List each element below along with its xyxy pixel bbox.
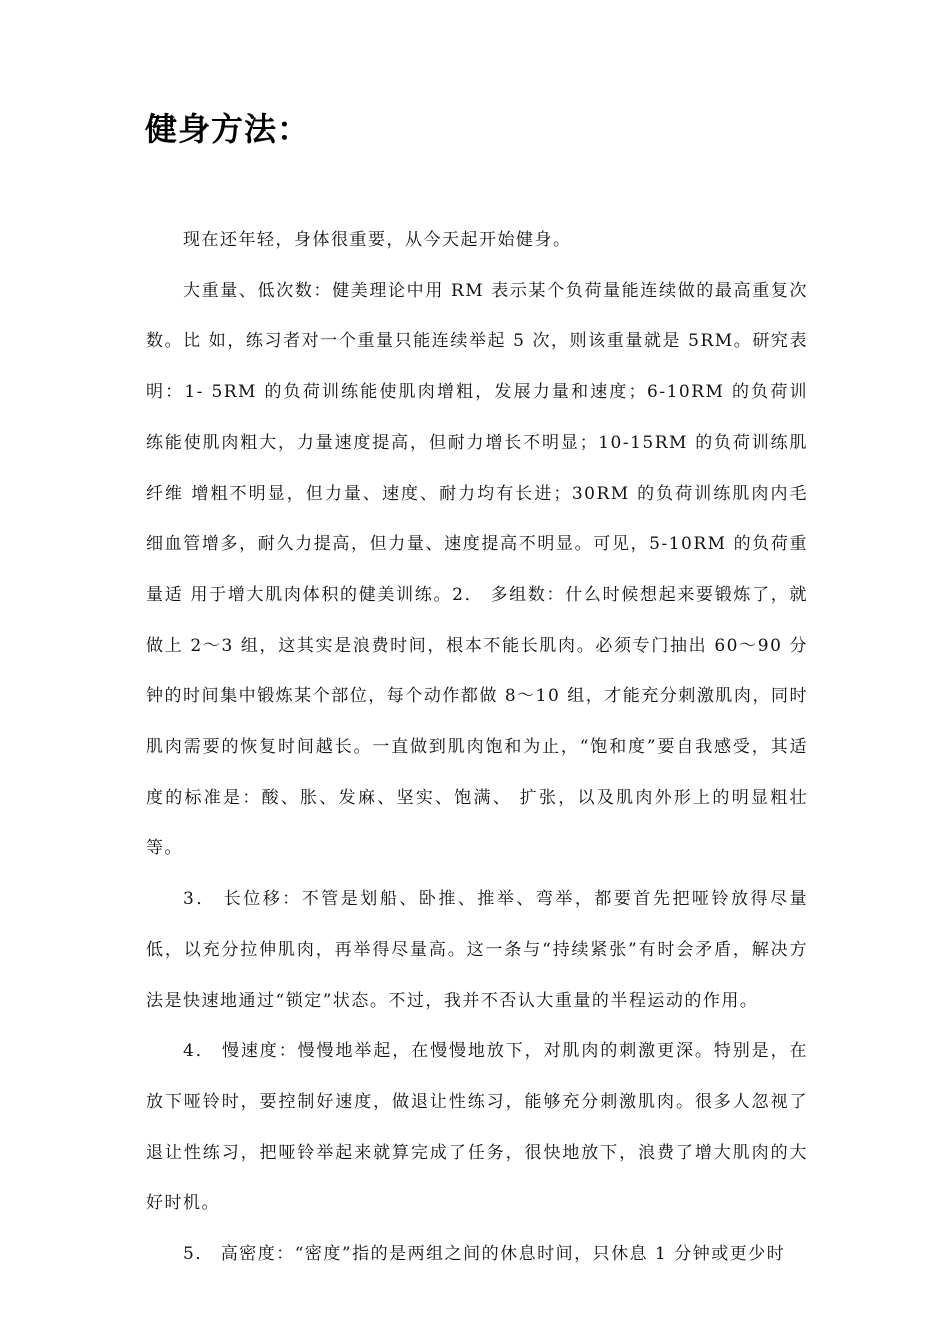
paragraph-high-density: 5． 高密度：“密度”指的是两组之间的休息时间，只休息 1 分钟或更少时: [183, 1244, 786, 1265]
paragraph-heavy-weight: 大重量、低次数：健美理论中用 RM 表示某个负荷量能连续做的最高重复次数。比 如，练习者对一个重量只能连续举起 5 次，则该重量就是 5RM。研究表明：1- 5RM 的负荷训练能使肌肉增粗，发展力量和速度；6-10RM 的负荷训练能使肌肉粗大，力量速度提高，但耐力增长不明显；10-15RM 的负荷训练肌纤维 增粗不明显，但力量、速度、耐力均有长进；30RM 的负荷训练肌肉内毛细血管增多，耐久力提高，但力量、速度提高不明显。可见，5-10RM 的负荷重量适 用于增大肌肉体积的健美训练。2． 多组数：什么时候想起来要锻炼了，就做上 2～3 组，这其实是浪费时间，根本不能长肌肉。必须专门抽出 60～90 分钟的时间集中锻炼某个部位，每个动作都做 8～10 组，才能充分刺激肌肉，同时肌肉需要的恢复时间越长。一直做到肌肉饱和为止，“饱和度”要自我感受，其适度的标准是：酸、胀、发麻、坚实、饱满、 扩张，以及肌肉外形上的明显粗壮等。: [146, 280, 808, 859]
paragraph-slow-speed: 4． 慢速度：慢慢地举起，在慢慢地放下，对肌肉的刺激更深。特别是，在放下哑铃时，要控制好速度，做退让性练习，能够充分刺激肌肉。很多人忽视了退让性练习，把哑铃举起来就算完成了任务，很快地放下，浪费了增大肌肉的大好时机。: [146, 1041, 808, 1214]
document-title: 健身方法：: [145, 110, 311, 148]
paragraph-intro: 现在还年轻，身体很重要，从今天起开始健身。: [183, 230, 572, 250]
paragraph-long-range: 3． 长位移：不管是划船、卧推、推举、弯举，都要首先把哑铃放得尽量低，以充分拉伸肌肉，再举得尽量高。这一条与“持续紧张”有时会矛盾，解决方法是快速地通过“锁定”状态。不过，我并不否认大重量的半程运动的作用。: [146, 889, 808, 1011]
document-body: [146, 215, 808, 1280]
